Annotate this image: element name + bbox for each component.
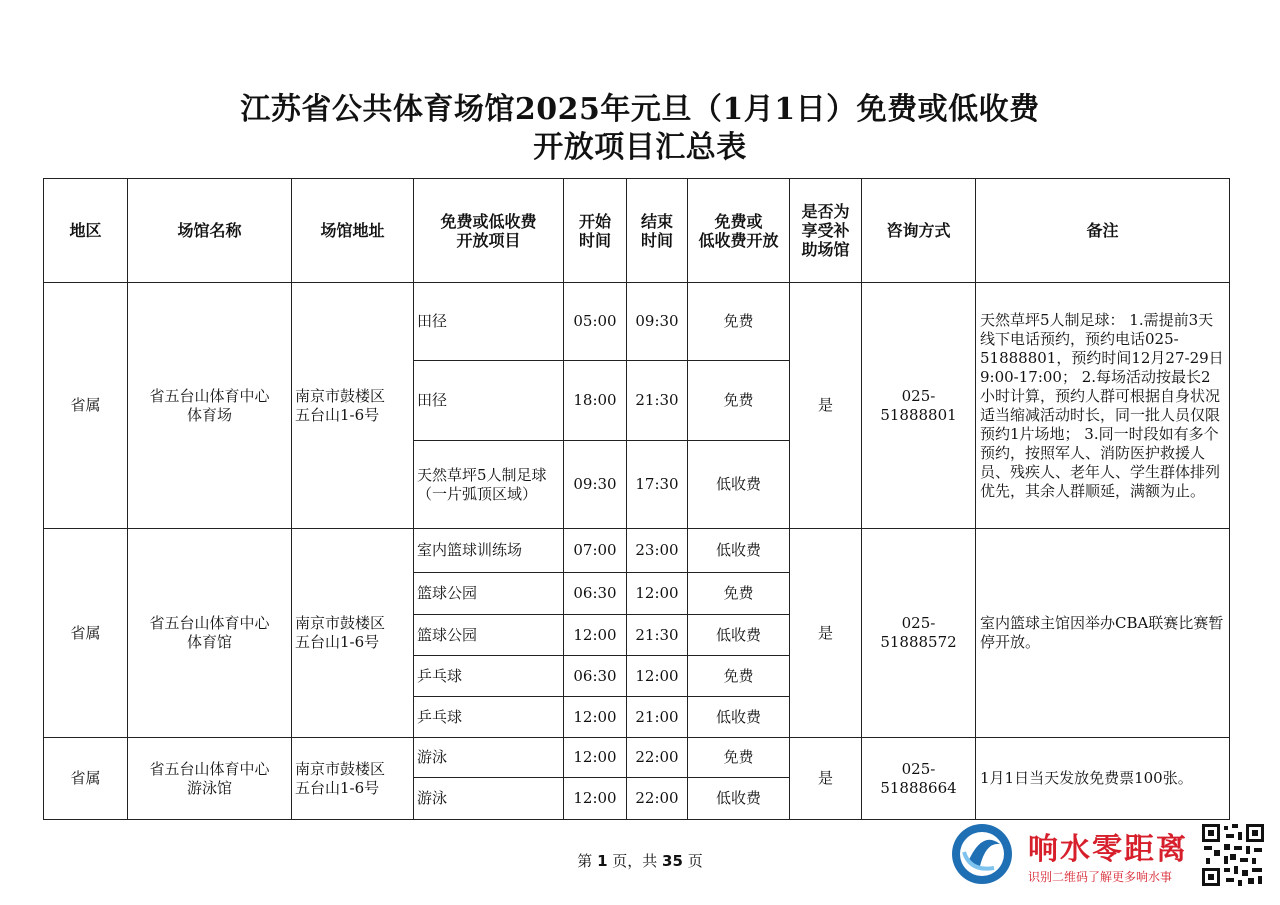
cell-end-time: 17:30 <box>627 441 688 529</box>
cell-start-time: 12:00 <box>564 697 627 738</box>
watermark-brand <box>950 820 1270 890</box>
cell-mode: 免费 <box>688 283 790 361</box>
cell-region: 省属 <box>44 283 128 529</box>
cell-mode: 免费 <box>688 738 790 778</box>
cell-address: 南京市鼓楼区 五台山1-6号 <box>292 738 414 820</box>
document-title-line1: 江苏省公共体育场馆2025年元旦（1月1日）免费或低收费 <box>240 92 1040 127</box>
page-suffix: 页 <box>682 852 703 870</box>
cell-venue-name: 省五台山体育中心 体育场 <box>128 283 292 529</box>
page-prefix: 第 <box>577 852 598 870</box>
cell-contact: 025-51888572 <box>862 529 976 738</box>
cell-start-time: 07:00 <box>564 529 627 573</box>
cell-project: 游泳 <box>414 778 564 820</box>
header-row <box>44 179 1230 283</box>
cell-start-time: 06:30 <box>564 656 627 697</box>
cell-start-time: 12:00 <box>564 778 627 820</box>
cell-contact: 025-51888801 <box>862 283 976 529</box>
table-body <box>44 283 1230 820</box>
cell-end-time: 22:00 <box>627 738 688 778</box>
cell-end-time: 22:00 <box>627 778 688 820</box>
cell-note: 1月1日当天发放免费票100张。 <box>976 738 1230 820</box>
header-venue-name: 场馆名称 <box>128 179 292 283</box>
cell-project: 田径 <box>414 361 564 441</box>
cell-start-time: 06:30 <box>564 573 627 615</box>
cell-mode: 免费 <box>688 361 790 441</box>
qr-code-icon[interactable] <box>1200 822 1266 888</box>
table-row <box>44 283 1230 361</box>
cell-project: 田径 <box>414 283 564 361</box>
cell-end-time: 09:30 <box>627 283 688 361</box>
page-middle: 页，共 <box>607 852 663 870</box>
table-row <box>44 738 1230 778</box>
document-title-line2: 开放项目汇总表 <box>533 130 747 165</box>
cell-project: 乒乓球 <box>414 656 564 697</box>
cell-note: 天然草坪5人制足球： 1.需提前3天线下电话预约，预约电话025-51888801，预约时间12月27-29日9:00-17:00； 2.每场活动按最长2小时计算，预约人群可根据自身状况适当缩减活动时长，同一批人员仅限预约1片场地； 3.同一时段如有多个预约，按照军人、消防医护救援人员、残疾人、老年人、学生群体排列优先，其余人群顺延，满额为止。 <box>976 283 1230 529</box>
cell-end-time: 21:30 <box>627 615 688 656</box>
cell-project: 乒乓球 <box>414 697 564 738</box>
cell-end-time: 12:00 <box>627 573 688 615</box>
cell-end-time: 12:00 <box>627 656 688 697</box>
cell-mode: 低收费 <box>688 778 790 820</box>
brand-tagline: 识别二维码了解更多响水事 <box>1028 870 1173 884</box>
cell-start-time: 12:00 <box>564 615 627 656</box>
cell-project: 游泳 <box>414 738 564 778</box>
header-address: 场馆地址 <box>292 179 414 283</box>
cell-venue-name: 省五台山体育中心 体育馆 <box>128 529 292 738</box>
cell-mode: 低收费 <box>688 529 790 573</box>
cell-mode: 免费 <box>688 656 790 697</box>
cell-address: 南京市鼓楼区 五台山1-6号 <box>292 529 414 738</box>
cell-note: 室内篮球主馆因举办CBA联赛比赛暂停开放。 <box>976 529 1230 738</box>
cell-mode: 免费 <box>688 573 790 615</box>
cell-subsidized: 是 <box>790 738 862 820</box>
cell-start-time: 18:00 <box>564 361 627 441</box>
cell-start-time: 09:30 <box>564 441 627 529</box>
cell-project: 室内篮球训练场 <box>414 529 564 573</box>
cell-end-time: 23:00 <box>627 529 688 573</box>
header-end-time: 结束 时间 <box>627 179 688 283</box>
header-region: 地区 <box>44 179 128 283</box>
cell-subsidized: 是 <box>790 283 862 529</box>
page-total: 35 <box>662 852 683 870</box>
brand-name: 响水零距离 <box>1028 832 1188 867</box>
cell-region: 省属 <box>44 738 128 820</box>
header-contact: 咨询方式 <box>862 179 976 283</box>
header-mode: 免费或 低收费开放 <box>688 179 790 283</box>
cell-start-time: 12:00 <box>564 738 627 778</box>
cell-region: 省属 <box>44 529 128 738</box>
table-row <box>44 529 1230 573</box>
cell-subsidized: 是 <box>790 529 862 738</box>
cell-mode: 低收费 <box>688 615 790 656</box>
cell-project: 篮球公园 <box>414 573 564 615</box>
header-start-time: 开始 时间 <box>564 179 627 283</box>
cell-address: 南京市鼓楼区 五台山1-6号 <box>292 283 414 529</box>
cell-mode: 低收费 <box>688 441 790 529</box>
page-current: 1 <box>597 852 608 870</box>
summary-table <box>43 178 1230 820</box>
cell-end-time: 21:30 <box>627 361 688 441</box>
cell-project: 天然草坪5人制足球 （一片弧顶区域） <box>414 441 564 529</box>
cell-mode: 低收费 <box>688 697 790 738</box>
header-subsidized: 是否为 享受补 助场馆 <box>790 179 862 283</box>
header-note: 备注 <box>976 179 1230 283</box>
cell-contact: 025-51888664 <box>862 738 976 820</box>
cell-venue-name: 省五台山体育中心 游泳馆 <box>128 738 292 820</box>
header-project: 免费或低收费 开放项目 <box>414 179 564 283</box>
cell-start-time: 05:00 <box>564 283 627 361</box>
brand-logo-icon <box>950 822 1014 886</box>
cell-project: 篮球公园 <box>414 615 564 656</box>
cell-end-time: 21:00 <box>627 697 688 738</box>
